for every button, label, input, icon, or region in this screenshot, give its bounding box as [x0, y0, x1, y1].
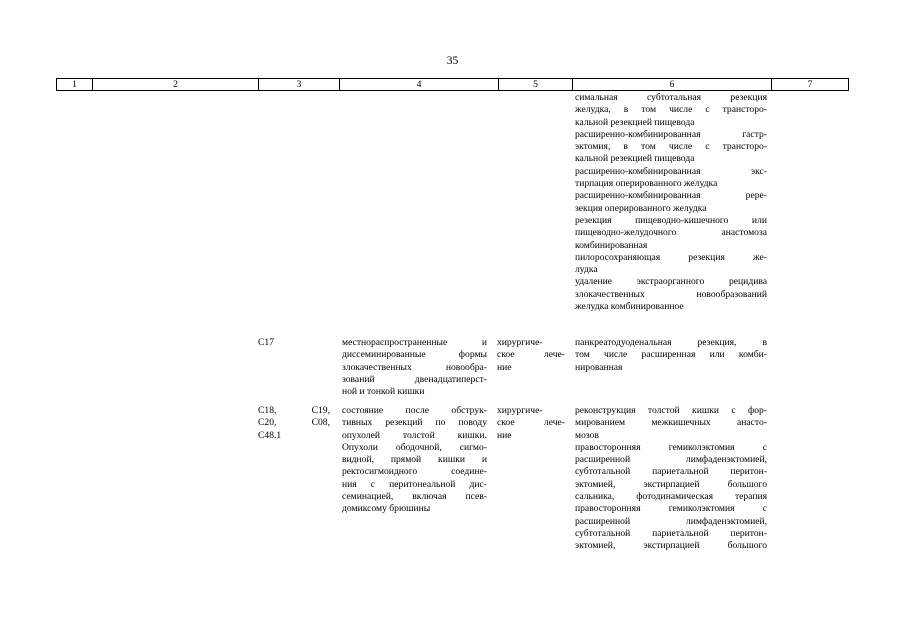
cell-text-line: тирпация оперированного желудка: [575, 178, 718, 190]
cell-text-line: расширенной лимфаденэктомией,: [575, 515, 767, 527]
cell-text-line: семинацией, включая псев-: [342, 491, 487, 503]
icd-code: C19,: [311, 405, 330, 416]
cell-text-line: пищеводно-желудочного анастомоза: [575, 227, 767, 239]
cell-text-line: нированная: [575, 361, 623, 373]
icd-code-line: [258, 337, 330, 349]
icd-code: C17: [258, 337, 274, 348]
column-number-2: 2: [93, 79, 259, 91]
cell-text-line: Опухоли ободочной, сигмо-: [342, 441, 487, 453]
table-header: [56, 78, 849, 91]
cell-text-line: желудка комбинированное: [575, 301, 684, 313]
row-1-treatment-type: [497, 337, 565, 374]
cell-text-line: панкреатодуоденальная резекция, в: [575, 337, 767, 348]
column-number-3: 3: [259, 79, 340, 91]
cell-text-line: зований двенадцатиперст-: [342, 373, 487, 385]
cell-text-line: удаление экстраорганного рецидива: [575, 276, 767, 288]
cell-text-line: пилоросохраняющая резекция же-: [575, 251, 767, 263]
page-number: 35: [446, 55, 459, 67]
cell-text-line: ское лече-: [497, 349, 565, 361]
row-1-disease-model: [342, 337, 487, 398]
icd-code: C20,: [258, 417, 277, 429]
cell-text-line: комбинированная: [575, 239, 648, 251]
cell-text-line: хирургиче-: [497, 337, 543, 348]
cell-text-line: кальной резекцией пищевода: [575, 116, 695, 128]
cell-text-line: эктомия, в том числе с трансторо-: [575, 141, 767, 153]
cell-text-line: симальная субтотальная резекция: [575, 92, 767, 103]
icd-code: C48.1: [258, 429, 282, 441]
cell-text-line: резекция пищеводно-кишечного или: [575, 214, 767, 226]
cell-text-line: расширенно-комбинированная гастр-: [575, 128, 767, 140]
cell-text-line: субтотальной париетальной перитон-: [575, 466, 767, 478]
icd-code-line: [258, 430, 330, 442]
cell-text-line: правосторонняя гемиколэктомия с: [575, 503, 767, 515]
icd-code-line: [258, 405, 330, 417]
cell-text-line: ние: [497, 361, 512, 373]
icd-code-line: [258, 417, 330, 429]
column-number-1: 1: [57, 79, 93, 91]
column-number-6: 6: [573, 79, 772, 91]
cell-text-line: расширенной лимфаденэктомией,: [575, 454, 767, 466]
cell-text-line: расширенно-комбинированная экс-: [575, 165, 767, 177]
cell-text-line: ние: [497, 429, 512, 441]
row-1-icd-codes: [258, 337, 330, 349]
cell-text-line: сальника, фотодинамическая терапия: [575, 491, 767, 503]
row-2-disease-model: [342, 405, 487, 516]
cell-text-line: ния с перитонеальной дис-: [342, 478, 487, 490]
icd-code: C08,: [311, 417, 330, 429]
cell-text-line: мозов: [575, 429, 599, 441]
cell-text-line: состояние после обструк-: [342, 405, 487, 416]
column-number-7: 7: [772, 79, 849, 91]
cell-text-line: расширенно-комбинированная рере-: [575, 190, 767, 202]
continued-row-treatment-cell: [575, 92, 767, 313]
cell-text-line: том числе расширенная или комби-: [575, 349, 767, 361]
cell-text-line: эктомией, экстирпацией большого: [575, 478, 767, 490]
cell-text-line: диссеминированные формы: [342, 349, 487, 361]
cell-text-line: хирургиче-: [497, 405, 543, 416]
icd-code: C18,: [258, 405, 277, 416]
cell-text-line: мированием межкишечных анасто-: [575, 417, 767, 429]
column-number-5: 5: [499, 79, 573, 91]
cell-text-line: ной и тонкой кишки: [342, 386, 425, 398]
cell-text-line: злокачественных новообразований: [575, 288, 767, 300]
row-2-treatment-method: [575, 405, 767, 553]
cell-text-line: лудка: [575, 264, 598, 276]
cell-text-line: злокачественных новообра-: [342, 361, 487, 373]
row-1-treatment-method: [575, 337, 767, 374]
cell-text-line: эктомией, экстирпацией большого: [575, 540, 767, 552]
cell-text-line: желудка, в том числе с трансторо-: [575, 104, 767, 116]
cell-text-line: видной, прямой кишки и: [342, 454, 487, 466]
cell-text-line: местнораспространенные и: [342, 337, 487, 348]
cell-text-line: ское лече-: [497, 417, 565, 429]
row-2-icd-codes: [258, 405, 330, 442]
cell-text-line: опухолей толстой кишки.: [342, 429, 487, 441]
cell-text-line: реконструкция толстой кишки с фор-: [575, 405, 767, 416]
column-number-4: 4: [340, 79, 499, 91]
cell-text-line: домиксому брюшины: [342, 503, 431, 515]
cell-text-line: субтотальной париетальной перитон-: [575, 527, 767, 539]
cell-text-line: кальной резекцией пищевода: [575, 153, 695, 165]
cell-text-line: тивных резекций по поводу: [342, 417, 487, 429]
cell-text-line: ректосигмоидного соедине-: [342, 466, 487, 478]
cell-text-line: правосторонняя гемиколэктомия с: [575, 441, 767, 453]
cell-text-line: зекция оперированного желудка: [575, 202, 707, 214]
row-2-treatment-type: [497, 405, 565, 442]
